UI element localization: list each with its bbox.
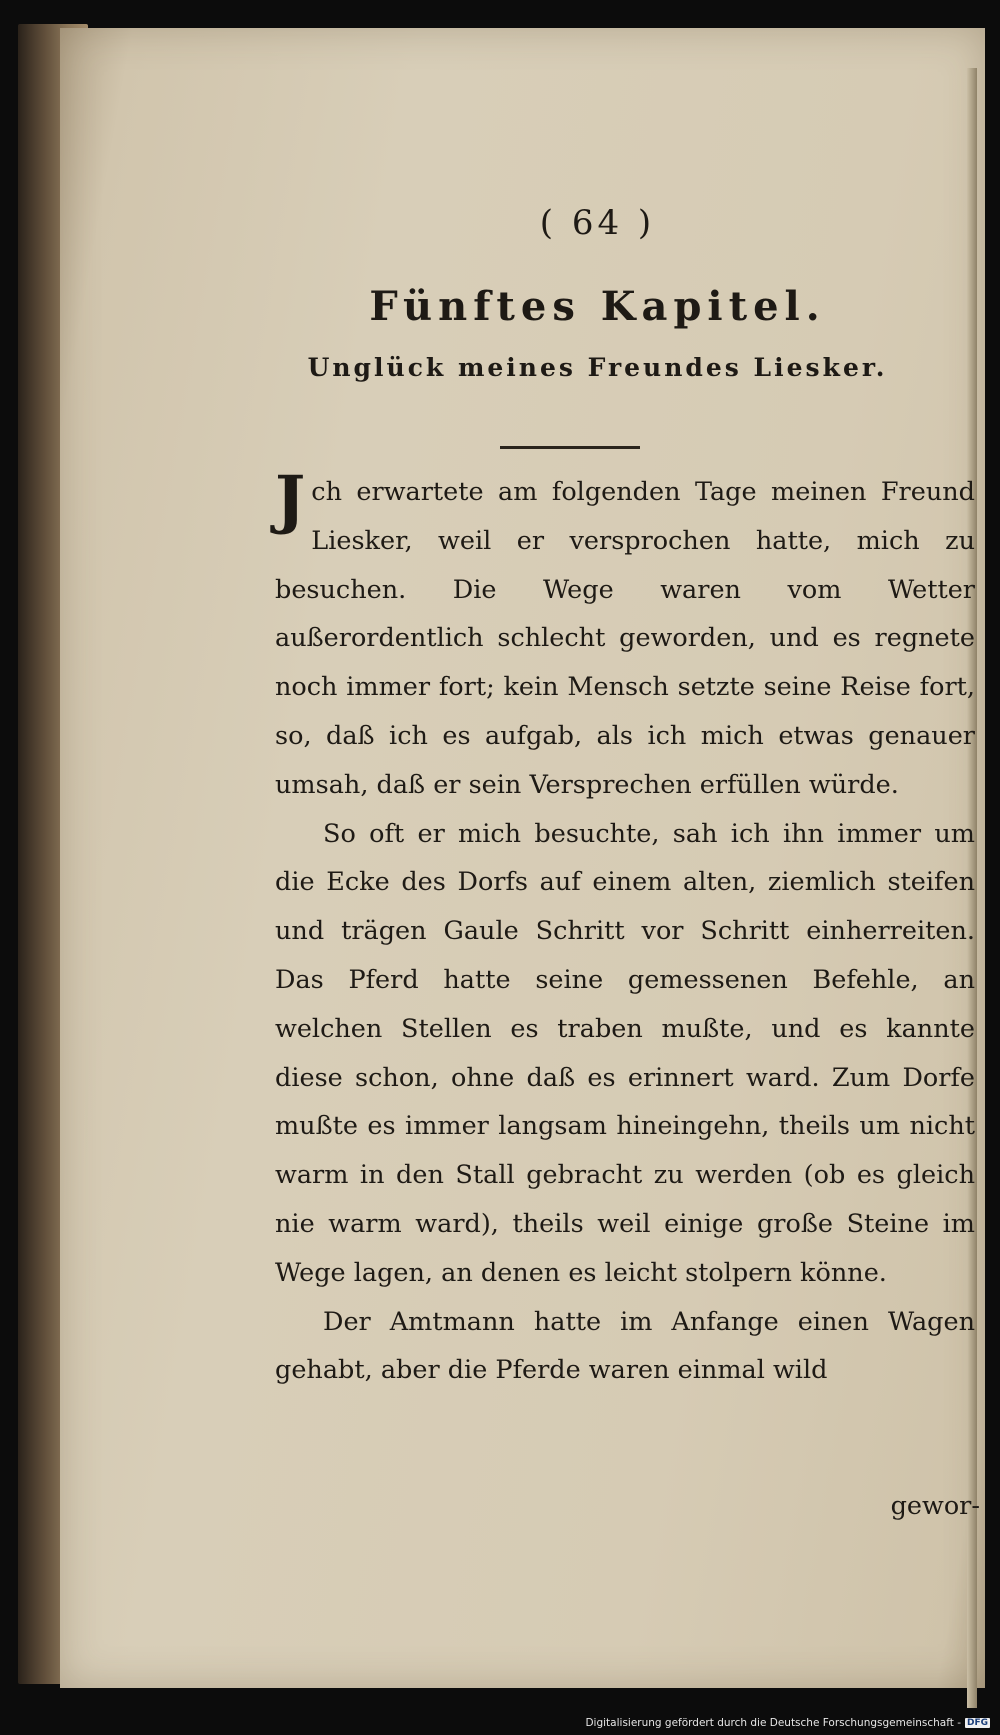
paragraph-2: So oft er mich besuchte, sah ich ihn immer um die Ecke des Dorfs auf einem alten, ziemlich steifen und trägen Gaule Schritt vor Schritt einherreiten. Das Pferd hatte seine gemessenen Befehle, an welchen Stellen es traben mußte, und es kannte diese schon, ohne daß es erinnert ward. Zum Dorfe mußte es immer langsam hineingehn, theils um nicht warm in den Stall gebracht zu werden (ob es gleich nie warm ward), theils weil einige große Steine im Wege lagen, an denen es leicht stolpern könne.	[275, 818, 975, 1288]
digitization-footer	[585, 1717, 990, 1729]
footer-credit: Digitalisierung gefördert durch die Deutsche Forschungsgemeinschaft -	[585, 1717, 961, 1729]
paragraph-1-text: ch erwartete am folgenden Tage meinen Freund Liesker, weil er versprochen hatte, mich zu besuchen. Die Wege waren vom Wetter außerordentlich schlecht geworden, und es regnete noch immer fort; kein Mensch setzte seine Reise fort, so, daß ich es aufgab, als ich mich etwas genauer umsah, daß er sein Versprechen erfüllen würde.	[275, 477, 975, 800]
title-divider	[500, 446, 640, 449]
paragraph-3: Der Amtmann hatte im Anfange einen Wagen gehabt, aber die Pferde waren einmal wild	[275, 1306, 975, 1386]
catchword: gewor-	[890, 1491, 980, 1521]
chapter-subtitle: Unglück meines Freundes Liesker.	[307, 353, 888, 382]
body-text	[275, 462, 975, 1395]
dfg-logo-icon: DFG	[966, 1718, 988, 1728]
drop-cap: J	[275, 462, 306, 537]
page-number: ( 64 )	[539, 203, 656, 243]
paragraph-1	[275, 462, 975, 810]
book-page	[60, 28, 985, 1688]
chapter-title: Fünftes Kapitel.	[369, 283, 826, 330]
